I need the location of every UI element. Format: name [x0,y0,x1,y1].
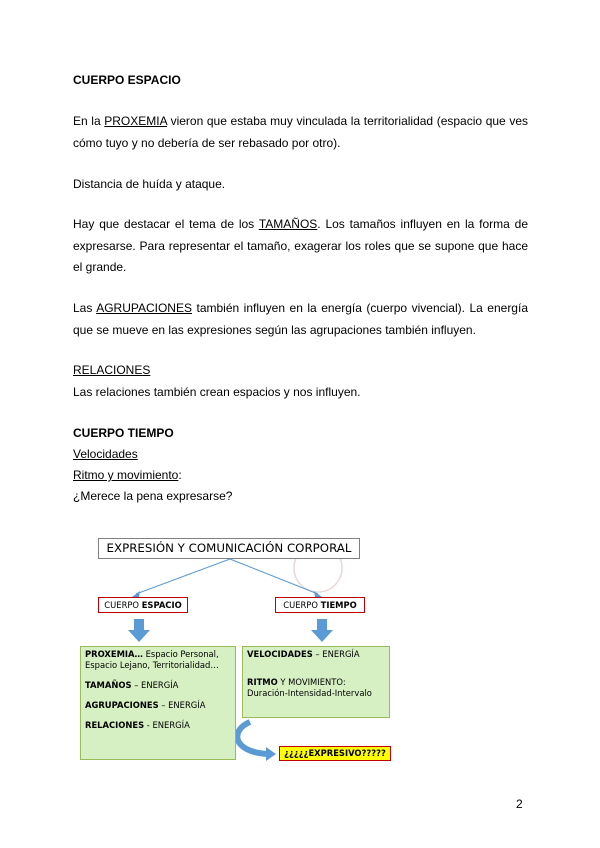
box-tiempo-details: VELOCIDADES – ENERGÍA RITMO Y MOVIMIENTO: Duración-Intensidad-Intervalo [242,646,390,718]
page-number: 2 [516,797,523,811]
result-expresivo: ¿¿¿¿¿EXPRESIVO????? [279,746,391,761]
curved-arrow-head [266,747,276,761]
paragraph-tamanos: Hay que destacar el tema de los TAMAÑOS. Los tamaños influyen en la forma de expresarse. Para representar el tamaño, exagerar los roles que se supone que hace el grande. [73,217,528,274]
paragraph-relaciones: Las relaciones también crean espacios y nos influyen. [73,385,361,399]
item-merece: ¿Merece la pena expresarse? [73,489,233,503]
term-proxemia: PROXEMIA [104,114,167,128]
item-ritmo: Ritmo y movimiento: [73,468,182,482]
heading-relaciones: RELACIONES [73,363,151,377]
heading-cuerpo-espacio: CUERPO ESPACIO [73,73,181,87]
head-cuerpo-espacio: CUERPO ESPACIO [98,597,188,613]
connector-left [136,559,230,594]
paragraph-agrupaciones: Las AGRUPACIONES también influyen en la energía (cuerpo vivencial). La energía que se mueve en las expresiones según las agrupaciones también influyen. [73,301,528,337]
block-arrow-left [128,619,150,642]
connector-right [230,559,318,594]
head-cuerpo-tiempo: CUERPO TIEMPO [275,597,365,613]
block-arrow-right [311,619,333,642]
paragraph-proxemia: En la PROXEMIA vieron que estaba muy vinculada la territorialidad (espacio que ves cómo tuyo y no debería de ser rebasado por otro). [73,114,529,150]
diagram-title: EXPRESIÓN Y COMUNICACIÓN CORPORAL [98,538,360,559]
box-espacio-details: PROXEMIA… Espacio Personal, Espacio Lejano, Territorialidad… TAMAÑOS – ENERGÍA AGRUPACIONES – ENERGÍA RELACIONES - ENERGÍA [80,646,236,760]
curved-arrow [237,722,268,754]
term-agrupaciones: AGRUPACIONES [96,301,192,315]
paragraph-distancia: Distancia de huída y ataque. [73,177,226,191]
item-velocidades: Velocidades [73,447,138,461]
heading-cuerpo-tiempo: CUERPO TIEMPO [73,426,174,440]
concept-diagram [80,530,386,770]
term-tamanos: TAMAÑOS [258,217,318,231]
